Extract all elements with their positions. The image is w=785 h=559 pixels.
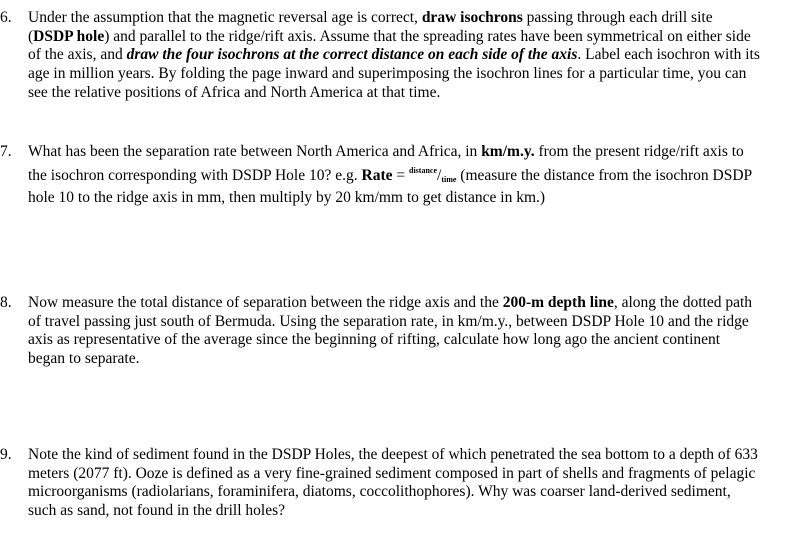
bold-text: draw isochrons (421, 9, 523, 26)
question-number: 9. (0, 446, 12, 463)
question-text (28, 9, 760, 103)
text-run: What has been the separation rate between North America and Africa, in (28, 143, 482, 160)
text-run: . Label each isochron with its age in million years. By folding the page inward and superimposing the isochron lines for a particular time, you can see the relative positions of Africa and North America at that time. (28, 46, 760, 101)
bold-text: DSDP hole (33, 27, 105, 45)
text-run: from the present ridge/rift axis to the isochron corresponding with DSDP Hole 10? e.g. (28, 143, 744, 184)
text-run: , along the dotted path of travel passing just south of Bermuda. Using the separation rate, in km/m.y., between DSDP Hole 10 and the ridge axis as representative of the average since the beginning of rifting, calculate how long ago the ancient continent began to separate. (28, 294, 753, 368)
text-run: Note the kind of sediment found in the DSDP Holes, the deepest of which penetrated the sea bottom to a depth of 633 meters (2077 ft). Ooze is defined as a very fine-grained sediment composed in part of shells and fragments of pelagic microorganisms (radiolarians, foraminifera, diatoms, coccolithophores). Why was coarser land-derived sediment, such as sand, not found in the drill holes? (28, 446, 758, 520)
question-number: 7. (0, 143, 12, 160)
bold-italic-text: draw the four isochrons at the correct distance on each side of the axis (126, 46, 578, 64)
bold-text: Rate (361, 166, 393, 184)
fraction-denominator: time (441, 174, 457, 184)
question-9 (0, 446, 760, 521)
question-text (28, 143, 760, 208)
text-run: Now measure the total distance of separation between the ridge axis and the (28, 294, 503, 311)
text-run: (measure the distance from the isochron DSDP hole 10 to the ridge axis in mm, then multiply by 20 km/mm to get distance in km.) (28, 166, 752, 207)
text-run: Under the assumption that the magnetic reversal age is correct, (28, 9, 422, 26)
question-text (28, 294, 760, 369)
bold-text: 200-m depth line (502, 294, 614, 311)
question-8 (0, 294, 760, 369)
question-number: 8. (0, 294, 12, 311)
bold-text: km/m.y. (481, 143, 535, 160)
question-6 (0, 9, 760, 103)
fraction-numerator: distance (409, 165, 437, 175)
text-run: = (392, 166, 409, 184)
text-run: ) and parallel to the ridge/rift axis. Assume that the spreading rates have been symmetrical on either side of the axis, and (28, 27, 751, 64)
question-7 (0, 143, 760, 208)
question-number: 6. (0, 9, 12, 26)
text-run: passing through each drill site ( (28, 9, 713, 45)
text-run: / (437, 166, 442, 184)
question-text (28, 446, 760, 521)
